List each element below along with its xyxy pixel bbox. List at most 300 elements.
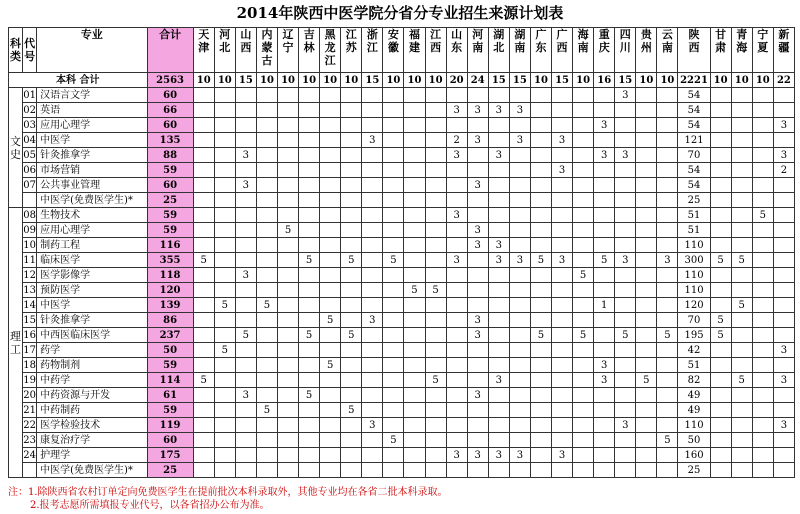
major-cell: 针灸推拿学 xyxy=(37,313,147,328)
total-cell: 139 xyxy=(147,298,193,313)
province-value-cell xyxy=(636,298,657,313)
major-cell: 中药学 xyxy=(37,373,147,388)
summary-total: 2563 xyxy=(147,73,193,88)
code-cell: 11 xyxy=(23,254,36,266)
summary-province-value: 10 xyxy=(657,73,678,88)
province-value-cell: 110 xyxy=(678,418,710,433)
province-value-cell xyxy=(594,193,615,208)
total-cell: 60 xyxy=(147,118,193,133)
major-cell: 市场营销 xyxy=(37,163,147,178)
province-value-cell xyxy=(773,178,794,193)
province-value-cell xyxy=(731,88,752,103)
province-value-cell xyxy=(320,433,341,448)
province-value-cell xyxy=(467,148,488,163)
header-province-char: 川 xyxy=(619,41,631,54)
code-cell: 15 xyxy=(23,314,36,326)
province-value-cell xyxy=(235,403,256,418)
province-value-cell xyxy=(341,163,362,178)
province-value-cell xyxy=(509,238,530,253)
province-value-cell xyxy=(383,208,404,223)
province-value-cell xyxy=(509,223,530,238)
province-value-cell xyxy=(752,118,773,133)
province-value-cell xyxy=(552,358,573,373)
province-value-cell xyxy=(362,373,383,388)
province-value-cell xyxy=(383,448,404,463)
header-province-char: 安 xyxy=(387,28,399,41)
province-value-cell: 5 xyxy=(383,253,404,268)
province-value-cell xyxy=(383,133,404,148)
province-value-cell xyxy=(235,118,256,133)
province-value-cell xyxy=(731,448,752,463)
province-value-cell xyxy=(193,88,214,103)
province-value-cell: 3 xyxy=(446,253,467,268)
total-cell: 66 xyxy=(147,103,193,118)
province-value-cell xyxy=(277,268,298,283)
enrollment-plan-table xyxy=(8,27,795,478)
province-value-cell: 5 xyxy=(383,433,404,448)
province-value-cell xyxy=(446,343,467,358)
header-province-char: 州 xyxy=(640,41,652,54)
header-province-char: 新 xyxy=(778,28,790,41)
province-value-cell xyxy=(530,433,551,448)
province-value-cell xyxy=(710,268,731,283)
province-value-cell xyxy=(256,103,277,118)
total-cell: 60 xyxy=(147,178,193,193)
province-value-cell xyxy=(277,448,298,463)
province-value-cell xyxy=(488,178,509,193)
province-value-cell xyxy=(773,358,794,373)
header-province-char: 青 xyxy=(736,28,748,41)
summary-province-value: 10 xyxy=(710,73,731,88)
major-cell: 康复治疗学 xyxy=(37,433,147,448)
province-value-cell xyxy=(530,148,551,163)
code-cell: 14 xyxy=(23,299,36,311)
province-value-cell xyxy=(214,193,235,208)
province-value-cell xyxy=(488,328,509,343)
province-value-cell xyxy=(256,418,277,433)
province-value-cell xyxy=(731,433,752,448)
header-province-char: 南 xyxy=(661,41,673,54)
province-value-cell xyxy=(773,193,794,208)
header-province-char: 内 xyxy=(261,28,273,41)
province-value-cell xyxy=(530,418,551,433)
header-province-char: 贵 xyxy=(640,28,652,41)
header-province-char: 湖 xyxy=(493,28,505,41)
province-value-cell xyxy=(552,283,573,298)
province-value-cell: 5 xyxy=(657,328,678,343)
province-value-cell: 5 xyxy=(731,298,752,313)
province-value-cell xyxy=(341,103,362,118)
province-value-cell xyxy=(299,403,320,418)
province-value-cell xyxy=(256,118,277,133)
province-value-cell xyxy=(341,148,362,163)
province-value-cell xyxy=(341,133,362,148)
province-value-cell xyxy=(277,88,298,103)
province-value-cell xyxy=(657,208,678,223)
province-value-cell xyxy=(573,133,594,148)
summary-province-value: 16 xyxy=(594,73,615,88)
province-value-cell xyxy=(362,328,383,343)
province-value-cell: 110 xyxy=(678,268,710,283)
header-province-char: 宁 xyxy=(282,41,294,54)
province-value-cell: 5 xyxy=(731,373,752,388)
province-value-cell xyxy=(193,238,214,253)
major-cell: 中医学 xyxy=(37,298,147,313)
province-value-cell xyxy=(731,388,752,403)
province-value-cell xyxy=(594,433,615,448)
province-value-cell xyxy=(383,343,404,358)
header-province-char: 北 xyxy=(219,41,231,54)
province-value-cell xyxy=(657,358,678,373)
province-value-cell xyxy=(552,178,573,193)
province-value-cell xyxy=(383,268,404,283)
total-cell: 61 xyxy=(147,388,193,403)
province-value-cell xyxy=(509,148,530,163)
province-value-cell xyxy=(752,463,773,478)
category-cell xyxy=(9,208,23,478)
province-value-cell: 3 xyxy=(467,388,488,403)
province-value-cell xyxy=(404,298,425,313)
province-value-cell xyxy=(773,448,794,463)
province-value-cell xyxy=(320,328,341,343)
province-value-cell xyxy=(362,103,383,118)
province-value-cell xyxy=(277,388,298,403)
province-value-cell xyxy=(710,283,731,298)
province-value-cell xyxy=(404,418,425,433)
major-cell: 制药工程 xyxy=(37,238,147,253)
province-value-cell xyxy=(710,163,731,178)
province-value-cell xyxy=(530,238,551,253)
province-value-cell xyxy=(341,463,362,478)
province-value-cell xyxy=(467,463,488,478)
major-cell: 应用心理学 xyxy=(37,223,147,238)
province-value-cell xyxy=(425,403,446,418)
province-value-cell xyxy=(636,418,657,433)
summary-province-value: 10 xyxy=(404,73,425,88)
province-value-cell xyxy=(362,283,383,298)
province-value-cell xyxy=(657,193,678,208)
province-value-cell xyxy=(404,118,425,133)
province-value-cell: 2 xyxy=(446,133,467,148)
province-value-cell xyxy=(552,418,573,433)
province-value-cell: 3 xyxy=(657,253,678,268)
header-province xyxy=(573,28,594,73)
province-value-cell: 5 xyxy=(235,328,256,343)
province-value-cell xyxy=(383,463,404,478)
table-row xyxy=(9,313,795,328)
province-value-cell: 5 xyxy=(299,388,320,403)
province-value-cell xyxy=(320,343,341,358)
province-value-cell xyxy=(446,268,467,283)
header-province-char: 林 xyxy=(303,41,315,54)
province-value-cell: 5 xyxy=(193,253,214,268)
province-value-cell xyxy=(773,223,794,238)
province-value-cell xyxy=(657,283,678,298)
major-cell: 汉语言文学 xyxy=(37,88,147,103)
province-value-cell xyxy=(214,283,235,298)
province-value-cell xyxy=(383,238,404,253)
province-value-cell: 5 xyxy=(573,328,594,343)
province-value-cell xyxy=(256,163,277,178)
header-province-char: 陕 xyxy=(688,28,700,41)
header-province-char: 建 xyxy=(408,41,420,54)
province-value-cell xyxy=(509,403,530,418)
header-province-char: 东 xyxy=(535,41,547,54)
province-value-cell xyxy=(299,133,320,148)
province-value-cell xyxy=(235,223,256,238)
summary-province-value: 10 xyxy=(636,73,657,88)
province-value-cell xyxy=(320,253,341,268)
province-value-cell xyxy=(404,343,425,358)
province-value-cell xyxy=(214,403,235,418)
province-value-cell xyxy=(488,388,509,403)
table-row xyxy=(9,133,795,148)
province-value-cell xyxy=(488,133,509,148)
province-value-cell: 3 xyxy=(773,118,794,133)
major-cell: 医学检验技术 xyxy=(37,418,147,433)
province-value-cell xyxy=(773,283,794,298)
province-value-cell xyxy=(752,298,773,313)
header-province-char: 河 xyxy=(472,28,484,41)
province-value-cell xyxy=(362,298,383,313)
header-province-char: 西 xyxy=(240,41,252,54)
major-cell: 应用心理学 xyxy=(37,118,147,133)
province-value-cell xyxy=(362,223,383,238)
table-row xyxy=(9,253,795,268)
province-value-cell xyxy=(320,163,341,178)
province-value-cell xyxy=(594,313,615,328)
code-cell: 07 xyxy=(23,179,36,191)
province-value-cell xyxy=(404,463,425,478)
province-value-cell xyxy=(425,448,446,463)
province-value-cell xyxy=(235,298,256,313)
table-row xyxy=(9,358,795,373)
province-value-cell xyxy=(752,448,773,463)
province-value-cell: 3 xyxy=(773,418,794,433)
province-value-cell xyxy=(235,433,256,448)
province-value-cell xyxy=(573,463,594,478)
province-value-cell: 70 xyxy=(678,313,710,328)
province-value-cell xyxy=(214,358,235,373)
code-cell: 02 xyxy=(23,104,36,116)
province-value-cell xyxy=(657,448,678,463)
province-value-cell: 5 xyxy=(341,403,362,418)
province-value-cell: 3 xyxy=(488,148,509,163)
province-value-cell xyxy=(467,163,488,178)
province-value-cell xyxy=(193,418,214,433)
province-value-cell xyxy=(277,118,298,133)
province-value-cell xyxy=(193,283,214,298)
province-value-cell xyxy=(530,403,551,418)
province-value-cell xyxy=(594,418,615,433)
province-value-cell xyxy=(530,193,551,208)
province-value-cell: 1 xyxy=(594,298,615,313)
table-row xyxy=(9,268,795,283)
province-value-cell: 3 xyxy=(488,103,509,118)
province-value-cell xyxy=(299,448,320,463)
header-province-char: 南 xyxy=(472,41,484,54)
province-value-cell xyxy=(404,208,425,223)
province-value-cell xyxy=(193,163,214,178)
code-cell: 20 xyxy=(23,389,36,401)
code-cell: 19 xyxy=(23,374,36,386)
province-value-cell xyxy=(299,88,320,103)
province-value-cell xyxy=(256,178,277,193)
province-value-cell xyxy=(488,358,509,373)
province-value-cell xyxy=(552,238,573,253)
province-value-cell xyxy=(320,463,341,478)
province-value-cell: 3 xyxy=(446,448,467,463)
province-value-cell xyxy=(552,268,573,283)
header-province xyxy=(425,28,446,73)
province-value-cell: 5 xyxy=(299,328,320,343)
province-value-cell xyxy=(530,133,551,148)
province-value-cell xyxy=(552,433,573,448)
province-value-cell: 5 xyxy=(193,373,214,388)
code-cell: 05 xyxy=(23,149,36,161)
province-value-cell xyxy=(446,403,467,418)
code-cell xyxy=(23,463,37,478)
province-value-cell: 25 xyxy=(678,193,710,208)
province-value-cell xyxy=(552,148,573,163)
total-cell: 60 xyxy=(147,88,193,103)
province-value-cell xyxy=(256,313,277,328)
province-value-cell: 3 xyxy=(446,103,467,118)
province-value-cell xyxy=(277,253,298,268)
total-cell: 237 xyxy=(147,328,193,343)
province-value-cell xyxy=(299,223,320,238)
province-value-cell: 3 xyxy=(552,253,573,268)
province-value-cell: 3 xyxy=(467,223,488,238)
province-value-cell xyxy=(657,373,678,388)
province-value-cell xyxy=(573,448,594,463)
province-value-cell xyxy=(193,103,214,118)
province-value-cell: 25 xyxy=(678,463,710,478)
province-value-cell xyxy=(530,448,551,463)
province-value-cell xyxy=(615,208,636,223)
header-province xyxy=(488,28,509,73)
province-value-cell xyxy=(710,463,731,478)
province-value-cell xyxy=(573,418,594,433)
province-value-cell xyxy=(277,343,298,358)
code-cell: 08 xyxy=(23,209,36,221)
province-value-cell xyxy=(615,448,636,463)
province-value-cell xyxy=(657,268,678,283)
province-value-cell xyxy=(615,463,636,478)
major-cell: 药物制剂 xyxy=(37,358,147,373)
province-value-cell xyxy=(299,103,320,118)
province-value-cell xyxy=(573,358,594,373)
table-row xyxy=(9,88,795,103)
province-value-cell xyxy=(615,268,636,283)
province-value-cell xyxy=(552,298,573,313)
province-value-cell: 3 xyxy=(615,253,636,268)
province-value-cell xyxy=(446,163,467,178)
province-value-cell xyxy=(214,388,235,403)
summary-province-value: 15 xyxy=(509,73,530,88)
province-value-cell xyxy=(773,133,794,148)
province-value-cell xyxy=(509,313,530,328)
province-value-cell xyxy=(594,238,615,253)
province-value-cell xyxy=(404,313,425,328)
province-value-cell xyxy=(657,103,678,118)
province-value-cell xyxy=(383,88,404,103)
province-value-cell xyxy=(446,418,467,433)
province-value-cell: 3 xyxy=(509,103,530,118)
province-value-cell: 3 xyxy=(552,448,573,463)
province-value-cell xyxy=(362,343,383,358)
province-value-cell xyxy=(425,193,446,208)
province-value-cell xyxy=(425,238,446,253)
summary-province-value: 20 xyxy=(446,73,467,88)
province-value-cell: 3 xyxy=(467,313,488,328)
province-value-cell xyxy=(467,343,488,358)
province-value-cell xyxy=(615,433,636,448)
total-cell: 59 xyxy=(147,208,193,223)
header-province-char: 东 xyxy=(451,41,463,54)
header-province-char: 山 xyxy=(451,28,463,41)
province-value-cell xyxy=(425,253,446,268)
province-value-cell: 121 xyxy=(678,133,710,148)
province-value-cell xyxy=(299,148,320,163)
header-province xyxy=(657,28,678,73)
province-value-cell xyxy=(731,403,752,418)
province-value-cell xyxy=(731,163,752,178)
header-province xyxy=(383,28,404,73)
header-province-char: 河 xyxy=(219,28,231,41)
province-value-cell: 54 xyxy=(678,88,710,103)
province-value-cell xyxy=(362,403,383,418)
province-value-cell xyxy=(277,193,298,208)
header-code-char: 号 xyxy=(24,50,36,63)
province-value-cell: 49 xyxy=(678,403,710,418)
province-value-cell xyxy=(488,343,509,358)
header-province xyxy=(552,28,573,73)
province-value-cell xyxy=(341,433,362,448)
province-value-cell xyxy=(235,343,256,358)
province-value-cell xyxy=(383,358,404,373)
province-value-cell xyxy=(594,133,615,148)
province-value-cell xyxy=(710,448,731,463)
province-value-cell xyxy=(636,433,657,448)
province-value-cell xyxy=(214,223,235,238)
province-value-cell xyxy=(383,328,404,343)
province-value-cell xyxy=(404,328,425,343)
table-row xyxy=(9,388,795,403)
province-value-cell xyxy=(710,148,731,163)
province-value-cell xyxy=(193,298,214,313)
province-value-cell xyxy=(341,418,362,433)
table-row xyxy=(9,463,795,478)
summary-row xyxy=(9,73,795,88)
province-value-cell xyxy=(383,373,404,388)
province-value-cell xyxy=(235,88,256,103)
province-value-cell xyxy=(446,118,467,133)
province-value-cell xyxy=(193,328,214,343)
province-value-cell xyxy=(320,178,341,193)
province-value-cell xyxy=(773,403,794,418)
province-value-cell xyxy=(404,223,425,238)
province-value-cell xyxy=(341,388,362,403)
summary-province-value: 10 xyxy=(320,73,341,88)
province-value-cell xyxy=(235,103,256,118)
province-value-cell xyxy=(731,118,752,133)
province-value-cell xyxy=(710,133,731,148)
header-province-char: 吉 xyxy=(303,28,315,41)
province-value-cell xyxy=(752,283,773,298)
table-row xyxy=(9,373,795,388)
province-value-cell xyxy=(299,298,320,313)
